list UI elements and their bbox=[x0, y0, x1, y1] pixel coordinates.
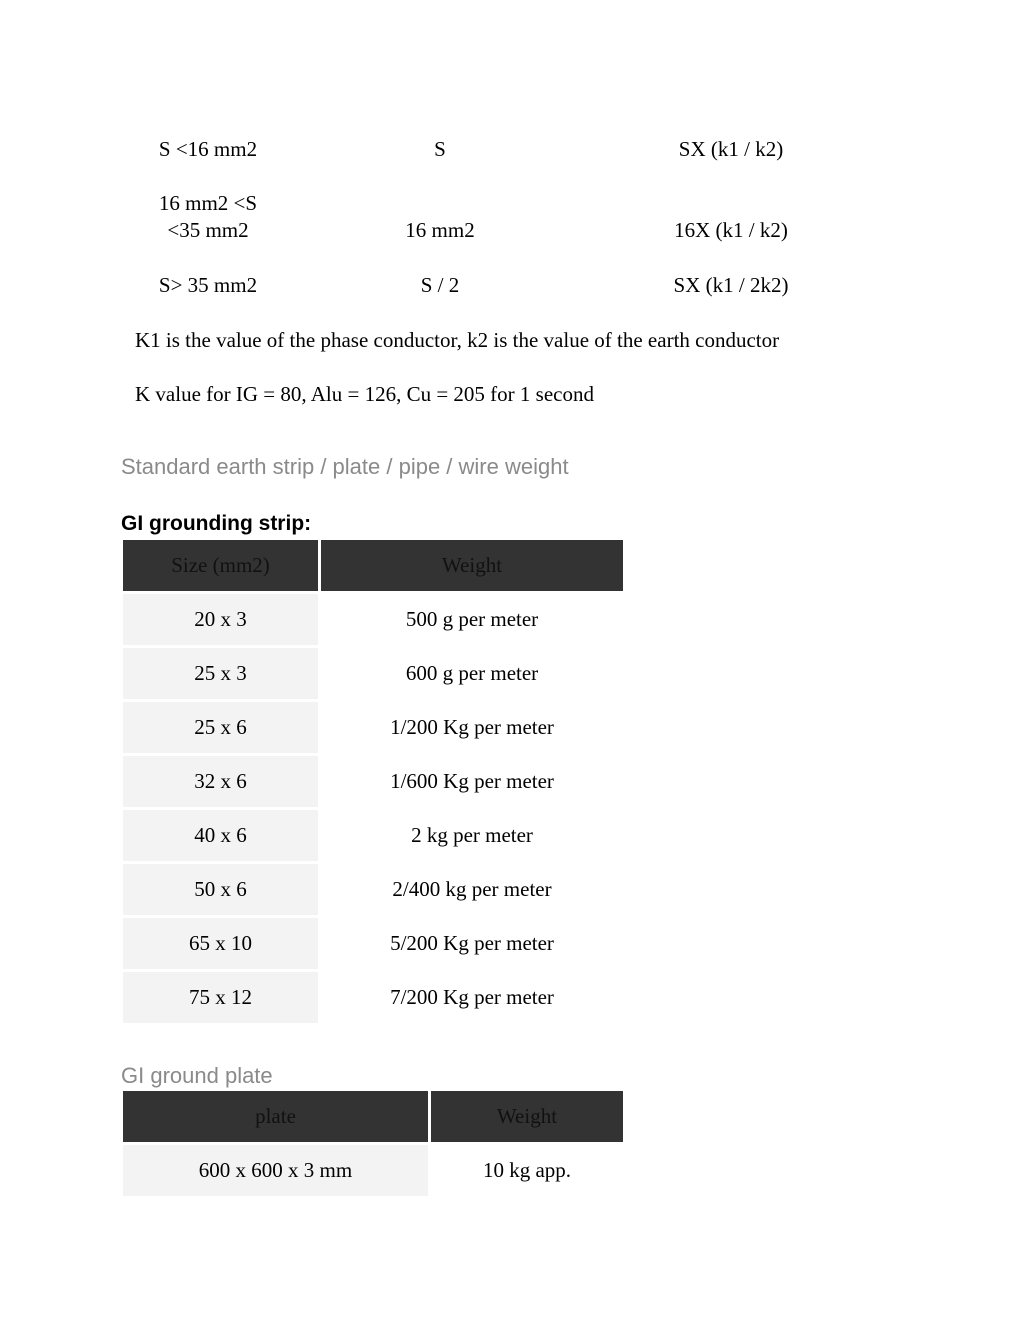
plate-heading: GI ground plate bbox=[121, 1063, 273, 1088]
strip-header-size: Size (mm2) bbox=[123, 540, 318, 591]
table-header-row bbox=[123, 1091, 623, 1142]
formula-row-3-condition: S> 35 mm2 bbox=[158, 273, 258, 297]
table-row bbox=[123, 972, 623, 1023]
table-row bbox=[123, 1145, 623, 1196]
strip-weight-cell: 500 g per meter bbox=[321, 594, 623, 645]
formula-row-3-earth-size: S / 2 bbox=[420, 273, 460, 297]
strip-header-weight: Weight bbox=[321, 540, 623, 591]
strip-size-cell: 32 x 6 bbox=[123, 756, 318, 807]
formula-row-2-earth-size: 16 mm2 bbox=[405, 218, 475, 242]
k-definition-note: K1 is the value of the phase conductor, k2 is the value of the earth conductor bbox=[135, 328, 780, 352]
strip-heading: GI grounding strip: bbox=[121, 512, 312, 535]
strip-weight-cell: 600 g per meter bbox=[321, 648, 623, 699]
formula-row-1-factor: SX (k1 / k2) bbox=[678, 137, 784, 161]
strip-weight-cell: 1/600 Kg per meter bbox=[321, 756, 623, 807]
strip-weight-cell: 1/200 Kg per meter bbox=[321, 702, 623, 753]
formula-row-2-factor: 16X (k1 / k2) bbox=[674, 218, 788, 242]
strip-size-cell: 25 x 6 bbox=[123, 702, 318, 753]
formula-row-1-condition: S <16 mm2 bbox=[158, 137, 258, 161]
strip-size-cell: 20 x 3 bbox=[123, 594, 318, 645]
strip-size-cell: 40 x 6 bbox=[123, 810, 318, 861]
plate-header-weight: Weight bbox=[431, 1091, 623, 1142]
plate-weight-table bbox=[120, 1088, 626, 1199]
table-row bbox=[123, 756, 623, 807]
strip-weight-cell: 5/200 Kg per meter bbox=[321, 918, 623, 969]
formula-row-2-condition-line1: 16 mm2 <S bbox=[158, 191, 258, 215]
plate-weight-cell: 10 kg app. bbox=[431, 1145, 623, 1196]
section-heading: Standard earth strip / plate / pipe / wire weight bbox=[121, 454, 569, 479]
k-values-note: K value for IG = 80, Alu = 126, Cu = 205 for 1 second bbox=[135, 382, 594, 406]
formula-row-2-condition-line2: <35 mm2 bbox=[167, 218, 249, 242]
strip-size-cell: 65 x 10 bbox=[123, 918, 318, 969]
table-row bbox=[123, 648, 623, 699]
table-row bbox=[123, 702, 623, 753]
plate-header-plate: plate bbox=[123, 1091, 428, 1142]
strip-weight-cell: 2 kg per meter bbox=[321, 810, 623, 861]
strip-weight-table bbox=[120, 537, 626, 1026]
formula-row-1-earth-size: S bbox=[434, 137, 446, 161]
table-header-row bbox=[123, 540, 623, 591]
table-row bbox=[123, 594, 623, 645]
table-row bbox=[123, 918, 623, 969]
strip-weight-cell: 2/400 kg per meter bbox=[321, 864, 623, 915]
table-row bbox=[123, 810, 623, 861]
strip-weight-cell: 7/200 Kg per meter bbox=[321, 972, 623, 1023]
strip-size-cell: 50 x 6 bbox=[123, 864, 318, 915]
strip-size-cell: 75 x 12 bbox=[123, 972, 318, 1023]
formula-row-3-factor: SX (k1 / 2k2) bbox=[673, 273, 789, 297]
plate-size-cell: 600 x 600 x 3 mm bbox=[123, 1145, 428, 1196]
table-row bbox=[123, 864, 623, 915]
strip-size-cell: 25 x 3 bbox=[123, 648, 318, 699]
